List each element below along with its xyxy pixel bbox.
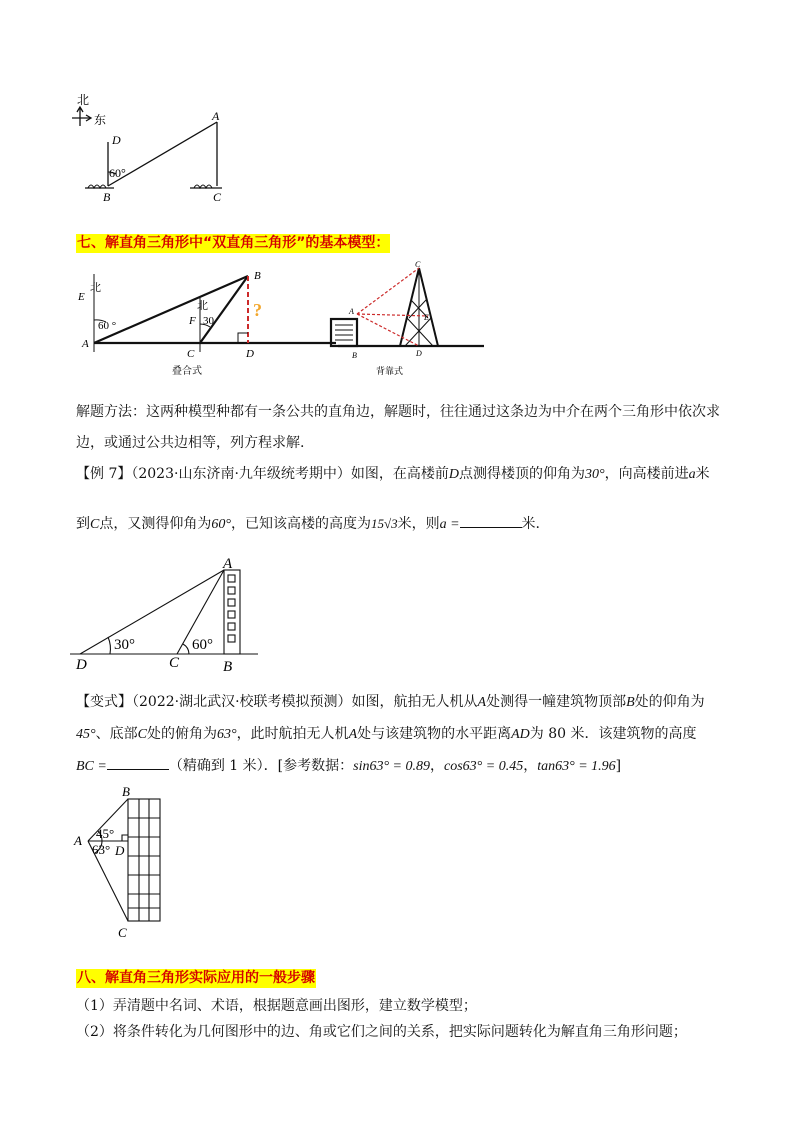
figure-double-right-triangle-models xyxy=(76,258,496,380)
label-60: 60 ° xyxy=(98,320,117,332)
answer-blank[interactable] xyxy=(107,769,169,770)
caption-overlap: 叠合式 xyxy=(172,366,202,377)
example-7-line-1: 【例 7】（2023·山东济南·九年级统考期中）如图，在高楼前D点测得楼顶的仰角为30°，向高楼前进a米 xyxy=(76,466,710,482)
label-angle-60: 60° xyxy=(109,166,126,180)
method-line-2: 边，或通过公共边相等，列方程求解. xyxy=(76,435,305,451)
label-A: A xyxy=(349,307,354,316)
label-east: 东 xyxy=(94,113,107,127)
label-A: A xyxy=(212,109,220,123)
label-D: D xyxy=(115,843,125,858)
label-C: C xyxy=(187,348,195,360)
label-C: C xyxy=(213,190,222,204)
label-E: E xyxy=(424,313,429,322)
answer-blank[interactable] xyxy=(460,527,522,528)
variant-source: （2022·湖北武汉·校联考模拟预测） xyxy=(132,694,352,710)
method-line-1: 解题方法：这两种模型种都有一条公共的直角边，解题时，往往通过这条边为中介在两个三角形中依次求 xyxy=(76,404,720,420)
label-D: D xyxy=(112,133,121,147)
step-2: （2）将条件转化为几何图形中的边、角或它们之间的关系，把实际问题转化为解直角三角形问题； xyxy=(76,1024,687,1040)
figure-building-elevation xyxy=(66,556,266,676)
section-7-heading: 七、解直角三角形中“双直角三角形”的基本模型： xyxy=(77,235,390,251)
figure-drone-building xyxy=(70,784,180,944)
section-8-heading: 八、解直角三角形实际应用的一般步骤 xyxy=(77,970,315,986)
label-A: A xyxy=(74,833,82,848)
label-30: 30° xyxy=(114,637,135,653)
label-63: 63° xyxy=(92,842,111,857)
variant-line-3: BC = （精确到 1 米）．[参考数据：sin63° = 0.89，cos63° = 0.45，tan63° = 1.96] xyxy=(76,758,622,774)
label-60: 60° xyxy=(192,637,213,653)
label-A: A xyxy=(82,338,89,350)
label-45: 45° xyxy=(96,826,115,841)
variant-label: 【变式】 xyxy=(76,694,132,710)
label-north-2: 北 xyxy=(197,300,208,312)
label-D: D xyxy=(76,657,87,673)
label-A: A xyxy=(223,556,233,572)
label-C: C xyxy=(169,655,180,671)
label-B: B xyxy=(254,270,261,282)
example-source: （2023·山东济南·九年级统考期中） xyxy=(131,466,351,482)
label-D: D xyxy=(246,348,254,360)
label-B: B xyxy=(352,351,357,360)
caption-back-to-back: 背靠式 xyxy=(376,366,404,376)
label-north-1: 北 xyxy=(90,282,101,294)
label-C: C xyxy=(118,925,127,940)
label-F: F xyxy=(189,315,196,327)
label-B: B xyxy=(103,190,111,204)
step-1: （1）弄清题中名词、术语，根据题意画出图形，建立数学模型； xyxy=(76,998,477,1014)
label-B: B xyxy=(122,784,130,799)
question-mark: ? xyxy=(253,300,262,320)
label-B: B xyxy=(223,659,233,675)
label-north: 北 xyxy=(77,93,90,107)
label-E: E xyxy=(78,291,85,303)
variant-line-1: 【变式】（2022·湖北武汉·校联考模拟预测）如图，航拍无人机从A处测得一幢建筑物顶部B处的仰角为 xyxy=(76,694,705,710)
label-C: C xyxy=(415,260,421,269)
example-7-line-2: 到C点，又测得仰角为60°，已知该高楼的高度为15√3米，则a = 米. xyxy=(76,516,540,532)
example-label: 【例 7】 xyxy=(76,466,132,482)
label-D: D xyxy=(416,349,422,358)
figure-ship-bearing xyxy=(60,90,250,210)
variant-line-2: 45°、底部C处的俯角为63°，此时航拍无人机A处与该建筑物的水平距离AD为 80 米．该建筑物的高度 xyxy=(76,726,697,742)
label-30: 30 xyxy=(203,315,214,327)
